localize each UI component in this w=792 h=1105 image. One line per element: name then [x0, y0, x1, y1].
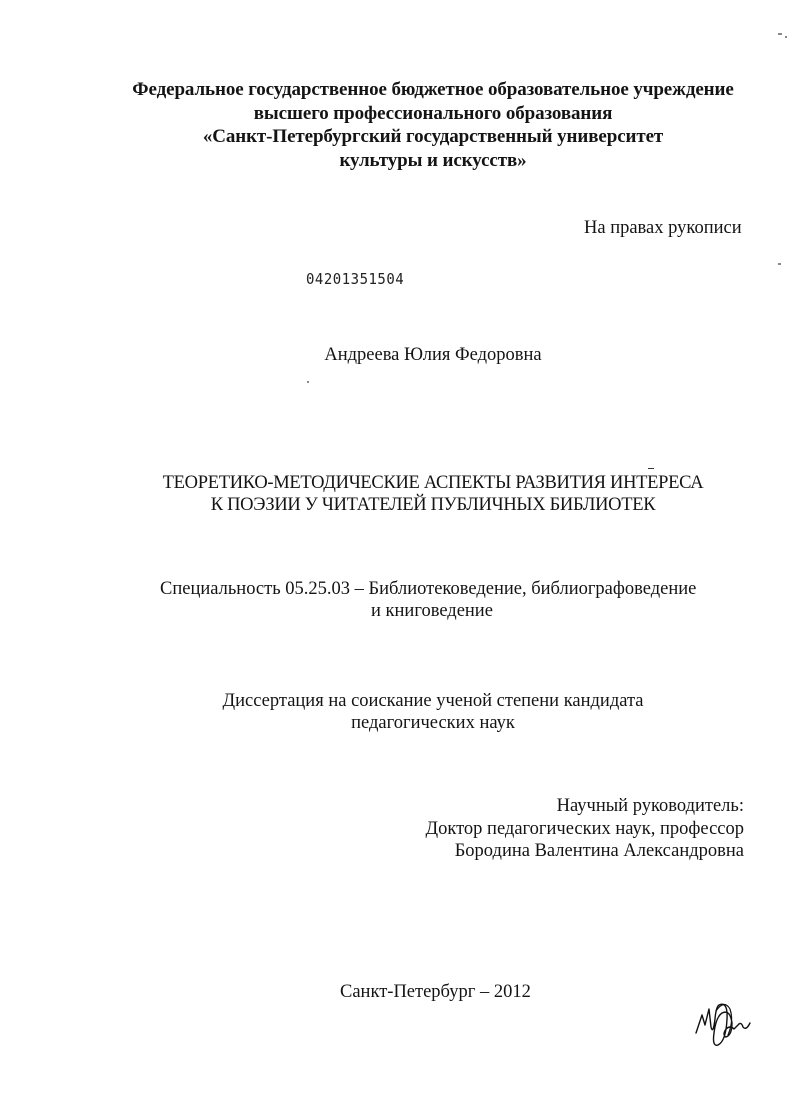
- scan-mark: [778, 263, 781, 265]
- author-name: Андреева Юлия Федоровна: [324, 345, 542, 365]
- supervisor-credentials: Доктор педагогических наук, профессор: [425, 818, 744, 839]
- scan-mark: [307, 381, 309, 383]
- supervisor-label: Научный руководитель:: [556, 796, 744, 816]
- scan-mark: [785, 36, 787, 38]
- signature-icon: [694, 995, 764, 1055]
- registration-code: 04201351504: [306, 271, 405, 289]
- institution-line-3: «Санкт-Петербургский государственный университет: [202, 126, 664, 147]
- institution-header: [0, 78, 792, 172]
- scan-mark: [648, 468, 654, 469]
- scan-mark: [778, 33, 782, 35]
- city-year: Санкт-Петербург – 2012: [340, 982, 531, 1002]
- degree-line-1: Диссертация на соискание ученой степени кандидата: [222, 691, 644, 711]
- title-line-2: К ПОЭЗИИ У ЧИТАТЕЛЕЙ ПУБЛИЧНЫХ БИБЛИОТЕК: [210, 495, 656, 515]
- specialty: [160, 578, 696, 622]
- degree-line-2: педагогических наук: [351, 713, 515, 733]
- institution-line-1: Федеральное государственное бюджетное образовательное учреждение: [132, 79, 734, 100]
- supervisor-block: [425, 795, 744, 863]
- specialty-line-2: и книговедение: [371, 601, 493, 621]
- dissertation-title: [0, 472, 792, 516]
- supervisor-name: Бородина Валентина Александровна: [454, 841, 744, 861]
- rights-note: На правах рукописи: [584, 218, 742, 238]
- institution-line-4: культуры и искусств»: [339, 149, 527, 171]
- specialty-line-1: Специальность 05.25.03 – Библиотековедение, библиографоведение: [160, 579, 697, 599]
- institution-line-2: высшего профессионального образования: [253, 102, 613, 124]
- degree-statement: [0, 690, 792, 734]
- title-line-1: ТЕОРЕТИКО-МЕТОДИЧЕСКИЕ АСПЕКТЫ РАЗВИТИЯ ИНТЕРЕСА: [162, 473, 704, 493]
